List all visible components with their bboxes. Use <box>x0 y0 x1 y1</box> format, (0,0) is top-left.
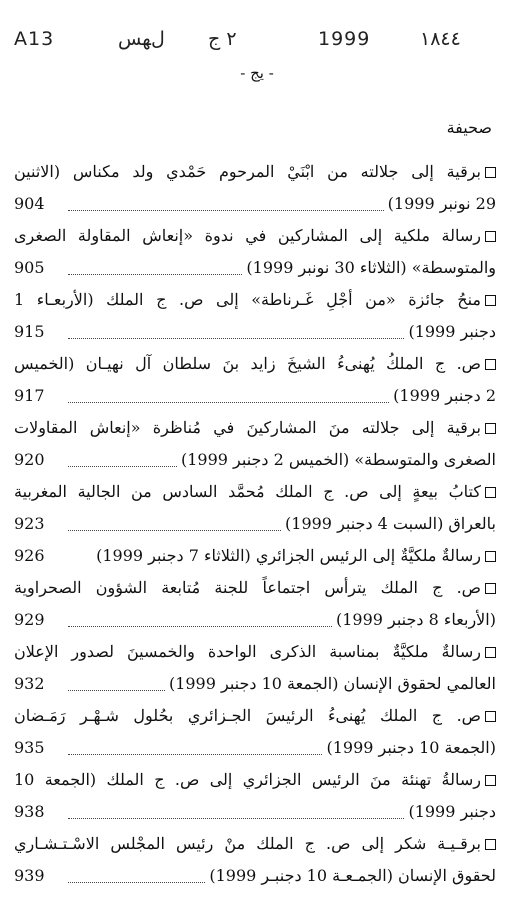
page-number: 915 <box>14 322 45 341</box>
entry-line: برقية إلى جلالته من ابْنَيْ المرحوم حَمْدي ولد مكناس (الاثنين <box>14 156 496 188</box>
checkbox-square-icon <box>485 487 496 498</box>
entry-line: رسالة ملكية إلى المشاركين في ندوة «إنعاش المقاولة الصغرى <box>14 220 496 252</box>
toc-entry <box>14 828 496 892</box>
toc-entry <box>14 220 496 284</box>
page-number: 905 <box>14 258 45 277</box>
page-number: 917 <box>14 386 45 405</box>
entry-line: برقية إلى جلالته منَ المشاركينَ في مُناظرة «إنعاش المقاولات <box>14 412 496 444</box>
toc-entry <box>14 572 496 636</box>
checkbox-square-icon <box>485 551 496 562</box>
handwritten-part: ٢ ج <box>208 28 237 50</box>
column-header: صحيفة <box>446 118 492 137</box>
dot-leader <box>68 690 165 691</box>
handwritten-year: 1999 <box>318 28 371 50</box>
dot-leader <box>68 882 205 883</box>
entry-last-line: والمتوسطة» (الثلاثاء 30 نونبر 1999) <box>246 258 496 277</box>
toc-entry <box>14 476 496 540</box>
dot-leader <box>68 818 404 819</box>
page-number: 923 <box>14 514 45 533</box>
dot-leader <box>68 754 322 755</box>
entry-last-line: دجنبر 1999) <box>408 322 496 341</box>
checkbox-square-icon <box>485 295 496 306</box>
entry-line: رسالةٌ ملكيَّةٌ بمناسبة الذكرى الواحدة والخمسينَ لصدور الإعلان <box>14 636 496 668</box>
dot-leader <box>68 210 384 211</box>
entry-last-line: دجنبر 1999) <box>408 802 496 821</box>
handwritten-code: A13 <box>14 28 55 50</box>
entry-last-line: (الأربعاء 8 دجنبر 1999) <box>335 610 496 629</box>
entry-line: ص. ج الملك يترأس اجتماعاً للجنة مُتابعة الشؤون الصحراوية <box>14 572 496 604</box>
entry-line: كتابُ بيعةٍ إلى ص. ج الملك مُحمَّد السادس من الجالية المغربية <box>14 476 496 508</box>
checkbox-square-icon <box>485 711 496 722</box>
entry-text: رسالةٌ ملكيَّةٌ إلى الرئيس الجزائري (الثلاثاء 7 دجنبر 1999) <box>64 540 496 572</box>
page-number: 935 <box>14 738 45 757</box>
entry-last-line: لحقوق الإنسان (الجمـعـة 10 دجنبـر 1999) <box>209 866 496 885</box>
toc-entry <box>14 636 496 700</box>
toc-entry <box>14 284 496 348</box>
entry-last-line: (الجمعة 10 دجنبر 1999) <box>326 738 496 757</box>
dot-leader <box>68 530 281 531</box>
dot-leader <box>68 274 242 275</box>
entry-last-line: 2 دجنبر 1999) <box>393 386 496 405</box>
checkbox-square-icon <box>485 231 496 242</box>
page-marker: - يج - <box>240 64 274 82</box>
entry-line: رسالةُ تهنئة منَ الرئيس الجزائري إلى ص. ج الملك (الجمعة 10 <box>14 764 496 796</box>
entry-last-line: الصغرى والمتوسطة» (الخميس 2 دجنبر 1999) <box>180 450 496 469</box>
page-number: 939 <box>14 866 45 885</box>
checkbox-square-icon <box>485 167 496 178</box>
page-number: 920 <box>14 450 45 469</box>
checkbox-square-icon <box>485 647 496 658</box>
dot-leader <box>68 626 332 627</box>
dot-leader <box>68 338 404 339</box>
toc-entry <box>14 764 496 828</box>
toc-entry <box>14 700 496 764</box>
entry-last-line: بالعراق (السبت 4 دجنبر 1999) <box>285 514 496 533</box>
toc-entry <box>14 156 496 220</box>
page-number: 932 <box>14 674 45 693</box>
entry-line: برقـيـة شكر إلى ص. ج الملك منْ رئيس المجْلس الاسْـتـشـاري <box>14 828 496 860</box>
handwritten-shelf: ﻝﻬﺲ <box>118 28 165 50</box>
dot-leader <box>68 466 177 467</box>
entry-line: ص. ج الملك يُهنىءُ الرئيسَ الجـزائري بحُلول شـهْـر رَمَـضان <box>14 700 496 732</box>
page-number: 929 <box>14 610 45 629</box>
checkbox-square-icon <box>485 775 496 786</box>
checkbox-square-icon <box>485 359 496 370</box>
checkbox-square-icon <box>485 839 496 850</box>
dot-leader <box>68 402 389 403</box>
toc-entry <box>14 412 496 476</box>
toc-entry <box>14 540 496 572</box>
entry-last-line: 29 نونبر 1999) <box>387 194 496 213</box>
checkbox-square-icon <box>485 583 496 594</box>
page-number: 904 <box>14 194 45 213</box>
checkbox-square-icon <box>485 423 496 434</box>
handwritten-number: ١٨٤٤ <box>420 28 461 50</box>
entry-line: منحُ جائزة «من أجْلِ غَـرناطة» إلى ص. ج الملك (الأربعـاء 1 <box>14 284 496 316</box>
table-of-contents <box>14 156 496 892</box>
page-number: 926 <box>14 546 45 565</box>
page-number: 938 <box>14 802 45 821</box>
entry-line: ص. ج الملكُ يُهنىءُ الشيخَ زايد بنَ سلطان آل نهيـان (الخميس <box>14 348 496 380</box>
toc-entry <box>14 348 496 412</box>
entry-last-line: العالمي لحقوق الإنسان (الجمعة 10 دجنبر 1999) <box>168 674 496 693</box>
